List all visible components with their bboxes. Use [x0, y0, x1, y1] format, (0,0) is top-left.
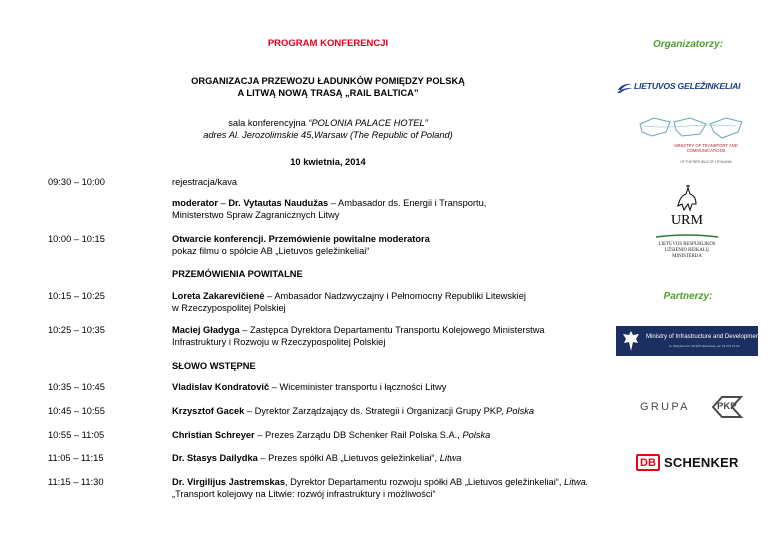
- conference-title: [0, 75, 656, 99]
- urm-divider-icon: [648, 234, 726, 238]
- speaker-name: Dr. Stasys Dailydka: [172, 453, 258, 463]
- speaker-name: Loreta Zakarevičienė: [172, 291, 265, 301]
- venue-prefix: sala konferencyjna: [228, 118, 309, 128]
- row-time: 10:25 – 10:35: [48, 325, 105, 335]
- row-text: rejestracja/kava: [172, 177, 238, 187]
- venue-hall: [0, 117, 656, 129]
- row-text: [172, 381, 622, 393]
- speaker-role: , Dyrektor Departamentu rozwoju spółki AB „Lietuvos geležinkeliai“,: [285, 477, 565, 487]
- row-text: [172, 324, 622, 349]
- row-bold-text: Otwarcie konferencji. Przemówienie powitalne moderatora: [172, 234, 430, 244]
- speaker-name: Krzysztof Gacek: [172, 406, 245, 416]
- row-time: 11:15 – 11:30: [48, 477, 104, 487]
- row-time: 10:35 – 10:45: [48, 382, 105, 392]
- row-time: 10:55 – 11:05: [48, 430, 105, 440]
- speaker-role: – Wiceminister transportu i łączności Litwy: [269, 382, 447, 392]
- speaker-country: Polska: [506, 406, 535, 416]
- row-text: [172, 290, 622, 315]
- pkp-text: PKP: [717, 401, 737, 412]
- rail-swoosh-icon: [616, 81, 634, 95]
- map-outline-icon: [636, 114, 746, 144]
- mir-address: ul. Wspólna 2/4, 00-926 Warszawa, tel. 22 273 70 00: [669, 344, 740, 348]
- lietuvos-gelezinkeliai-logo: [616, 80, 744, 96]
- mtc-subcaption: OF THE REPUBLIC OF LITHUANIA: [680, 160, 732, 164]
- conference-title-line2: A LITWĄ NOWĄ TRASĄ „RAIL BALTICA”: [237, 88, 419, 99]
- speaker-name: Maciej Gładyga: [172, 325, 240, 335]
- grupa-text: GRUPA: [640, 401, 690, 413]
- lietuvos-logo-text: LIETUVOS GELEŽINKELIAI: [634, 81, 741, 91]
- vytis-knight-icon: [672, 184, 702, 212]
- speaker-name: Dr. Virgilijus Jastremskas: [172, 477, 286, 487]
- moderator-label: moderator: [172, 198, 218, 208]
- program-title: PROGRAM KONFERENCJI: [267, 38, 389, 49]
- schenker-text: SCHENKER: [664, 455, 739, 470]
- speaker-role-line2: „Transport kolejowy na Litwie: rozwój infrastruktury i możliwości“: [172, 489, 436, 500]
- row-time: 10:00 – 10:15: [48, 234, 105, 244]
- urm-sub-line3: MINISTERIJA: [672, 253, 702, 259]
- db-box: [636, 454, 660, 471]
- urm-subtext: [648, 242, 726, 260]
- speaker-country: Litwa: [439, 453, 462, 463]
- speaker-role-line2: Infrastruktury i Rozwoju w Rzeczypospolitej Polskiej: [172, 337, 386, 348]
- row-text: [172, 429, 622, 441]
- moderator-role: – Ambasador ds. Energii i Transportu,: [328, 198, 487, 208]
- ministry-infrastructure-logo: [616, 326, 761, 356]
- speaker-role: – Prezes spółki AB „Lietuvos geležinkeliai“,: [257, 453, 440, 463]
- conference-date: 10 kwietnia, 2014: [290, 157, 366, 167]
- speaker-role-line2: w Rzeczypospolitej Polskiej: [172, 303, 286, 314]
- speaker-name: Vladislav Kondratovič: [172, 382, 270, 392]
- section-heading: PRZEMÓWIENIA POWITALNE: [172, 269, 303, 279]
- row-text: [172, 452, 622, 464]
- urm-sub-line1: LIETUVOS RESPUBLIKOS: [658, 242, 716, 247]
- eagle-emblem-icon: [621, 329, 641, 353]
- moderator-sep: –: [217, 198, 229, 208]
- venue-address: adres Al. Jerozolimskie 45,Warsaw (The Republic of Poland): [203, 130, 453, 141]
- venue-info: [0, 117, 656, 142]
- row-time: 10:45 – 10:55: [48, 406, 105, 416]
- row-time: 09:30 – 10:00: [48, 177, 105, 187]
- urm-logo: [648, 184, 726, 268]
- row-text: [172, 233, 622, 258]
- row-time: 10:15 – 10:25: [48, 291, 105, 301]
- row-time: 11:05 – 11:15: [48, 453, 104, 463]
- conference-title-line1: ORGANIZACJA PRZEWOZU ŁADUNKÓW POMIĘDZY POLSKĄ: [191, 76, 465, 86]
- mir-text: Ministry of Infrastructure and Development: [646, 333, 761, 340]
- urm-text: URM: [671, 213, 703, 228]
- urm-sub-line2: UŽSIENIO REIKALŲ: [664, 247, 710, 253]
- partners-label: Partnerzy:: [663, 291, 713, 302]
- moderator-role-line2: Ministerstwo Spraw Zagranicznych Litwy: [172, 210, 340, 221]
- db-schenker-logo: [636, 453, 746, 473]
- organizers-label: Organizatorzy:: [652, 39, 723, 50]
- moderator-name: Dr. Vytautas Naudužas: [228, 198, 329, 208]
- row-line2: pokaz filmu o spółcie AB „Lietuvos geležinkeliai“: [172, 246, 370, 257]
- db-text: DB: [640, 457, 656, 469]
- row-text: [172, 476, 642, 501]
- speaker-country: Polska: [462, 430, 491, 440]
- speaker-role: – Zastępca Dyrektora Departamentu Transportu Kolejowego Ministerstwa: [239, 325, 545, 335]
- ministry-transport-logo: [636, 114, 746, 176]
- moderator-text: [172, 197, 622, 222]
- venue-name: “POLONIA PALACE HOTEL”: [308, 118, 428, 128]
- speaker-role: – Ambasador Nadzwyczajny i Pełnomocny Republiki Litewskiej: [264, 291, 526, 301]
- mtc-caption: MINISTRY OF TRANSPORT AND COMMUNICATIONS: [674, 143, 738, 153]
- section-heading: SŁOWO WSTĘPNE: [172, 361, 256, 371]
- speaker-country: Litwa.: [564, 477, 589, 487]
- row-text: [172, 405, 622, 417]
- speaker-name: Christian Schreyer: [172, 430, 255, 440]
- grupa-pkp-logo: [640, 394, 746, 420]
- speaker-role: – Prezes Zarządu DB Schenker Rail Polska S.A.,: [254, 430, 463, 440]
- speaker-role: – Dyrektor Zarządzający ds. Strategii i Organizacji Grupy PKP,: [244, 406, 507, 416]
